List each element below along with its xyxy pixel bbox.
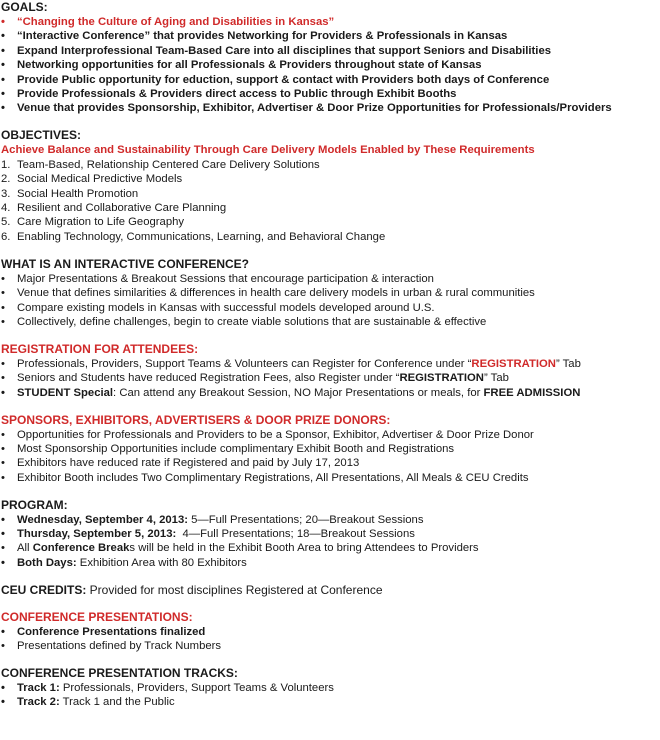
bullet-icon: • [1, 272, 5, 285]
both-days-label: Both Days: [17, 556, 77, 569]
objectives-subheading: Achieve Balance and Sustainability Through Care Delivery Models Enabled by These Requirements [1, 144, 535, 157]
registration-section [1, 342, 654, 400]
bullet-icon: • [1, 287, 5, 300]
bullet-icon: • [1, 556, 5, 569]
bullet-icon: • [1, 59, 5, 72]
text-part: Seniors and Students have reduced Registration Fees, also Register under “ [17, 372, 400, 385]
ceu-line [1, 583, 654, 597]
interactive-heading: WHAT IS AN INTERACTIVE CONFERENCE? [1, 256, 249, 271]
objective-item [1, 158, 654, 172]
list-item [1, 286, 654, 300]
bullet-icon: • [1, 640, 5, 653]
bullet-icon: • [1, 528, 5, 541]
list-item-text: Major Presentations & Breakout Sessions that encourage participation & interaction [17, 272, 434, 285]
list-item [1, 639, 654, 653]
text-part: ” Tab [483, 372, 509, 385]
objectives-heading: OBJECTIVES: [1, 128, 82, 143]
interactive-section [1, 257, 654, 330]
goal-text: Venue that provides Sponsorship, Exhibitor, Advertiser & Door Prize Opportunities for Professionals/Providers [17, 102, 612, 115]
list-item [1, 541, 654, 555]
goal-item [1, 15, 654, 29]
bullet-icon: • [1, 44, 5, 57]
program-heading: PROGRAM: [1, 497, 68, 512]
conference-break-label: Conference Break [32, 542, 130, 555]
ceu-label: CEU CREDITS: [1, 582, 87, 597]
list-item-text: Collectively, define challenges, begin to create viable solutions that are sustainable & effective [17, 315, 487, 328]
list-item-text [17, 386, 580, 400]
list-item [1, 428, 654, 442]
text-part: 5—Full Presentations; 20—Breakout Sessions [188, 513, 424, 526]
goal-text: Expand Interprofessional Team-Based Care into all disciplines that support Seniors and Disabilities [17, 44, 552, 57]
track-label: Track 1: [17, 682, 60, 694]
list-item-text [17, 681, 334, 695]
list-item-text: Opportunities for Professionals and Providers to be a Sponsor, Exhibitor, Advertiser & Door Prize Donor [17, 428, 534, 441]
free-admission-label: FREE ADMISSION [483, 386, 581, 399]
list-item [1, 357, 654, 371]
objective-number: 3. [1, 187, 11, 200]
bullet-icon: • [1, 513, 5, 526]
text-part: All [17, 542, 33, 555]
list-item [1, 695, 654, 709]
list-item-text: Exhibitors have reduced rate if Registered and paid by July 17, 2013 [17, 457, 360, 470]
list-item-text [17, 371, 509, 385]
objective-item [1, 201, 654, 215]
bullet-icon: • [1, 30, 5, 43]
objective-number: 5. [1, 216, 11, 229]
goal-text: “Changing the Culture of Aging and Disabilities in Kansas” [17, 16, 335, 28]
list-item-text: Venue that defines similarities & differences in health care delivery models in urban & rural communities [17, 287, 535, 300]
objective-item [1, 187, 654, 201]
objective-text: Social Health Promotion [17, 187, 139, 200]
objective-number: 4. [1, 201, 11, 214]
text-part: 4—Full Presentations; 18—Breakout Sessions [176, 528, 415, 541]
list-item [1, 527, 654, 541]
bullet-icon: • [1, 73, 5, 86]
day-label: Thursday, September 5, 2013: [17, 528, 177, 541]
goal-text: Provide Public opportunity for eduction, support & contact with Providers both days of Conference [17, 73, 550, 86]
bullet-icon: • [1, 102, 5, 115]
bullet-icon: • [1, 301, 5, 314]
objective-text: Care Migration to Life Geography [17, 216, 185, 229]
student-special-label: STUDENT Special [17, 386, 114, 399]
list-item-text [17, 513, 423, 527]
goal-text: Provide Professionals & Providers direct access to Public through Exhibit Booths [17, 88, 457, 101]
bullet-icon: • [1, 428, 5, 441]
bullet-icon: • [1, 696, 5, 709]
sponsors-heading: SPONSORS, EXHIBITORS, ADVERTISERS & DOOR PRIZE DONORS: [1, 412, 391, 427]
bullet-icon: • [1, 315, 5, 328]
objective-number: 2. [1, 173, 11, 186]
goal-item [1, 87, 654, 101]
list-item-text: Presentations defined by Track Numbers [17, 640, 222, 653]
list-item-text [17, 556, 247, 570]
objective-text: Enabling Technology, Communications, Learning, and Behavioral Change [17, 230, 386, 243]
list-item-text [17, 695, 175, 709]
objectives-section [1, 128, 654, 244]
objective-item [1, 215, 654, 229]
list-item [1, 301, 654, 315]
bullet-icon: • [1, 372, 5, 385]
text-part: Professionals, Providers, Support Teams & Volunteers [59, 682, 334, 694]
objective-number: 1. [1, 158, 11, 171]
bullet-icon: • [1, 542, 5, 555]
objective-number: 6. [1, 230, 11, 243]
list-item [1, 315, 654, 329]
list-item-text: Exhibitor Booth includes Two Complimentary Registrations, All Presentations, All Meals & CEU Credits [17, 471, 529, 484]
bullet-icon: • [1, 682, 5, 694]
goal-text: Networking opportunities for all Professionals & Providers throughout state of Kansas [17, 59, 482, 72]
goal-item [1, 73, 654, 87]
list-item [1, 386, 654, 400]
list-item [1, 625, 654, 639]
objective-text: Team-Based, Relationship Centered Care Delivery Solutions [17, 158, 320, 171]
ceu-text: Provided for most disciplines Registered at Conference [86, 582, 383, 597]
bullet-icon: • [1, 625, 5, 638]
list-item [1, 513, 654, 527]
objective-text: Resilient and Collaborative Care Planning [17, 201, 227, 214]
bullet-icon: • [1, 16, 5, 28]
list-item-text [17, 541, 479, 555]
tracks-heading: CONFERENCE PRESENTATION TRACKS: [1, 666, 238, 680]
list-item [1, 556, 654, 570]
registration-heading: REGISTRATION FOR ATTENDEES: [1, 341, 199, 356]
registration-tab-label: REGISTRATION [399, 372, 484, 385]
text-part: s will be held in the Exhibit Booth Area to bring Attendees to Providers [129, 542, 479, 555]
list-item [1, 371, 654, 385]
bullet-icon: • [1, 457, 5, 470]
objective-text: Social Medical Predictive Models [17, 173, 183, 186]
day-label: Wednesday, September 4, 2013: [17, 513, 188, 526]
goal-item [1, 58, 654, 72]
list-item [1, 272, 654, 286]
list-item [1, 681, 654, 695]
objective-item [1, 230, 654, 244]
goal-item [1, 44, 654, 58]
list-item-text: Compare existing models in Kansas with successful models developed around U.S. [17, 301, 435, 314]
bullet-icon: • [1, 88, 5, 101]
program-section [1, 498, 654, 571]
objective-item [1, 172, 654, 186]
list-item-text [17, 357, 581, 371]
bullet-icon: • [1, 386, 5, 399]
text-part: Track 1 and the Public [59, 696, 175, 709]
goal-item [1, 101, 654, 115]
bullet-icon: • [1, 471, 5, 484]
list-item-text: Conference Presentations finalized [17, 625, 206, 638]
presentations-section [1, 610, 654, 654]
text-part: Exhibition Area with 80 Exhibitors [76, 556, 247, 569]
list-item-text [17, 527, 415, 541]
goals-section [1, 0, 654, 116]
ceu-section [1, 583, 654, 597]
goal-item [1, 29, 654, 43]
text-part: Professionals, Providers, Support Teams & Volunteers can Register for Conference under “ [17, 357, 472, 370]
tracks-section [1, 666, 654, 710]
list-item-text: Most Sponsorship Opportunities include complimentary Exhibit Booth and Registrations [17, 442, 455, 455]
list-item [1, 456, 654, 470]
bullet-icon: • [1, 442, 5, 455]
goals-heading: GOALS: [1, 0, 48, 14]
presentations-heading: CONFERENCE PRESENTATIONS: [1, 609, 193, 624]
track-label: Track 2: [17, 696, 60, 709]
list-item [1, 471, 654, 485]
goal-text: “Interactive Conference” that provides Networking for Providers & Professionals in Kansas [17, 30, 508, 43]
bullet-icon: • [1, 357, 5, 370]
list-item [1, 442, 654, 456]
registration-tab-label: REGISTRATION [471, 357, 556, 370]
text-part: ” Tab [555, 357, 581, 370]
text-part: : Can attend any Breakout Session, NO Major Presentations or meals, for [113, 386, 484, 399]
sponsors-section [1, 413, 654, 486]
